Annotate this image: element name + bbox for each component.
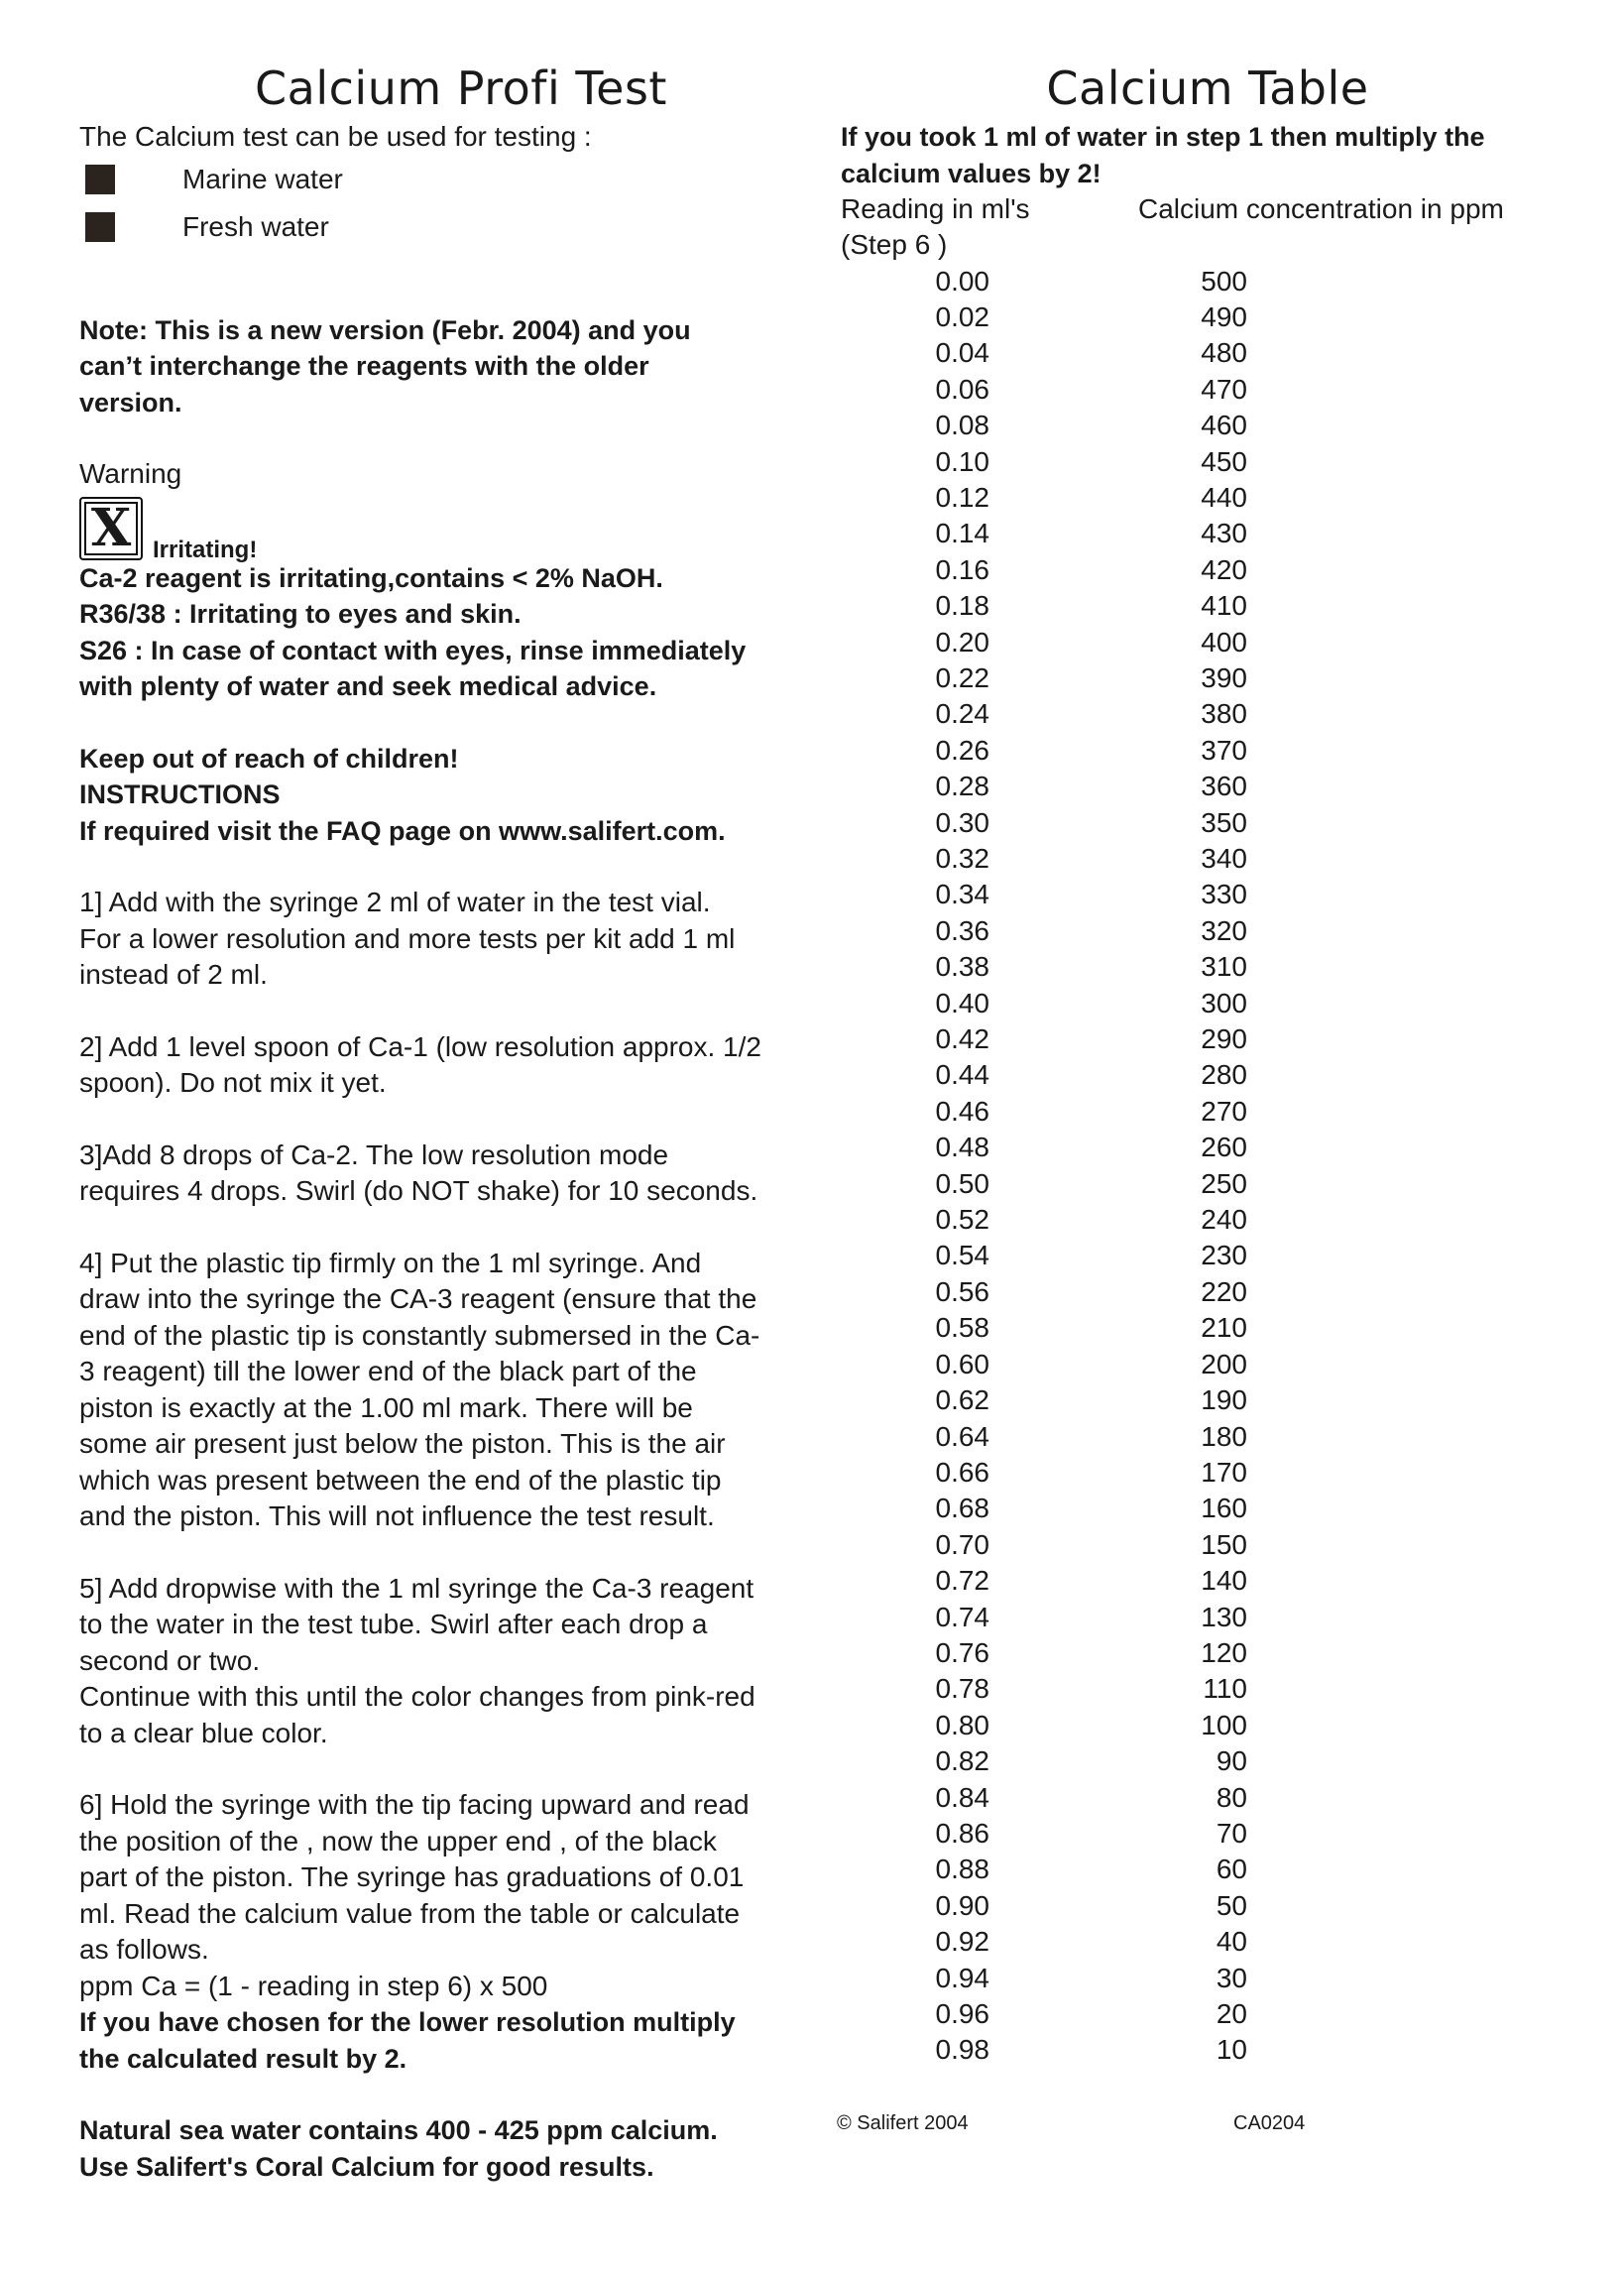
reading-cell: 0.46 [935,1095,989,1127]
reading-cell: 0.22 [935,661,989,693]
ppm-cell: 60 [1216,1854,1247,1885]
ppm-cell: 500 [1201,265,1247,297]
ppm-cell: 190 [1201,1384,1247,1416]
table-row [841,1600,1574,1635]
ppm-cell: 20 [1216,1998,1247,2029]
table-row [841,335,1574,371]
reading-cell: 0.14 [935,518,989,549]
keep-out-text: Keep out of reach of children! [79,743,459,774]
bullet-square-icon [85,212,115,242]
reading-cell: 0.70 [935,1528,989,1560]
reading-cell: 0.96 [935,1998,989,2029]
ppm-cell: 180 [1201,1420,1247,1452]
reading-cell: 0.82 [935,1745,989,1777]
reading-cell: 0.32 [935,843,989,874]
table-row [841,877,1574,912]
ppm-cell: 300 [1201,987,1247,1018]
ppm-cell: 290 [1201,1023,1247,1055]
table-row [841,588,1574,624]
ppm-cell: 450 [1201,445,1247,477]
reading-cell: 0.68 [935,1493,989,1524]
ppm-cell: 100 [1201,1709,1247,1740]
version-note: Note: This is a new version (Febr. 2004) and you can’t interchange the reagents with the older version. [79,314,691,418]
reading-cell: 0.34 [935,879,989,910]
table-row [841,1130,1574,1165]
ppm-cell: 380 [1201,698,1247,730]
usage-list [79,156,813,251]
reading-cell: 0.56 [935,1275,989,1307]
reading-cell: 0.44 [935,1059,989,1091]
reading-cell: 0.26 [935,734,989,766]
reading-cell: 0.94 [935,1962,989,1993]
table-row [841,733,1574,769]
reading-cell: 0.38 [935,951,989,983]
intro-text: The Calcium test can be used for testing : [79,121,592,152]
ppm-cell: 360 [1201,771,1247,802]
table-row [841,841,1574,877]
hazard-row [79,497,813,563]
ppm-cell: 90 [1216,1745,1247,1777]
step-6: 6] Hold the syringe with the tip facing upward and read the position of the , now the upper end , of the black part of the piston. The syringe has graduations of 0.01 ml. Read the calcium value from the table or calculate as follows. ppm Ca = (1 - reading in step 6) x 500 If you have chosen for the lower resolution multiply the calculated result by 2. [79,1787,813,2077]
table-row [841,625,1574,660]
table-row [841,1094,1574,1130]
ppm-cell: 390 [1201,661,1247,693]
ppm-cell: 80 [1216,1781,1247,1813]
step-6-subheader: (Step 6 ) [841,229,948,260]
closing-note: Natural sea water contains 400 - 425 ppm calcium. Use Salifert's Coral Calcium for good results. [79,2115,718,2182]
ppm-cell: 350 [1201,806,1247,838]
ppm-cell: 30 [1216,1962,1247,1993]
ppm-cell: 430 [1201,518,1247,549]
reading-cell: 0.06 [935,373,989,405]
instructions-heading: INSTRUCTIONS [79,779,281,809]
table-row [841,2032,1574,2068]
table-row [841,949,1574,985]
table-row [841,1419,1574,1455]
concentration-column-header: Calcium concentration in ppm [1138,193,1504,224]
table-title: Calcium Table [1046,61,1369,115]
usage-label: Marine water [182,163,343,194]
table-header [841,191,1574,227]
irritant-hazard-icon: X [79,497,143,560]
reading-cell: 0.52 [935,1204,989,1236]
table-row [841,805,1574,841]
table-row [841,769,1574,804]
ppm-cell: 340 [1201,843,1247,874]
step-1: 1] Add with the syringe 2 ml of water in the test vial. For a lower resolution and more tests per kit add 1 ml instead of 2 ml. [79,887,736,990]
ppm-cell: 40 [1216,1926,1247,1958]
table-row [841,1238,1574,1273]
reading-cell: 0.10 [935,445,989,477]
table-row [841,1382,1574,1418]
table-row [841,660,1574,696]
reading-cell: 0.36 [935,914,989,946]
reading-cell: 0.00 [935,265,989,297]
reading-column-header: Reading in ml's [841,193,1030,224]
table-row [841,1961,1574,1996]
reading-cell: 0.80 [935,1709,989,1740]
ppm-cell: 440 [1201,481,1247,513]
ppm-cell: 50 [1216,1889,1247,1921]
bullet-square-icon [85,165,115,194]
ppm-cell: 270 [1201,1095,1247,1127]
table-row [841,552,1574,588]
reading-cell: 0.54 [935,1240,989,1271]
reading-cell: 0.02 [935,300,989,332]
reading-cell: 0.92 [935,1926,989,1958]
reading-cell: 0.16 [935,553,989,585]
table-row [841,264,1574,299]
ppm-cell: 230 [1201,1240,1247,1271]
reading-cell: 0.62 [935,1384,989,1416]
usage-label: Fresh water [182,210,329,242]
usage-item [79,156,813,203]
ppm-cell: 170 [1201,1456,1247,1488]
copyright: © Salifert 2004 [837,2112,969,2134]
formula: ppm Ca = (1 - reading in step 6) x 500 [79,1970,548,2001]
ppm-cell: 120 [1201,1636,1247,1668]
ppm-cell: 370 [1201,734,1247,766]
reading-cell: 0.42 [935,1023,989,1055]
warning-text: Ca-2 reagent is irritating,contains < 2% NaOH. R36/38 : Irritating to eyes and skin. S26 : In case of contact with eyes, rinse immediately with plenty of water and seek medical advice. [79,562,747,701]
table-row [841,1455,1574,1491]
step-3: 3]Add 8 drops of Ca-2. The low resolution mode requires 4 drops. Swirl (do NOT shake) for 10 seconds. [79,1138,758,1206]
faq-text: If required visit the FAQ page on www.salifert.com. [79,815,726,846]
table-row [841,444,1574,480]
table-row [841,1166,1574,1202]
table-row [841,1924,1574,1960]
ppm-cell: 150 [1201,1528,1247,1560]
ppm-cell: 70 [1216,1817,1247,1849]
ppm-cell: 490 [1201,300,1247,332]
ppm-cell: 160 [1201,1493,1247,1524]
ppm-cell: 330 [1201,879,1247,910]
reading-cell: 0.58 [935,1312,989,1344]
table-row [841,1021,1574,1057]
reading-cell: 0.78 [935,1673,989,1705]
table-row [841,1816,1574,1852]
table-row [841,696,1574,732]
reading-cell: 0.90 [935,1889,989,1921]
table-row [841,1780,1574,1816]
ppm-cell: 220 [1201,1275,1247,1307]
table-row [841,1202,1574,1238]
reading-cell: 0.76 [935,1636,989,1668]
ppm-cell: 470 [1201,373,1247,405]
ppm-cell: 110 [1203,1673,1247,1705]
reading-cell: 0.64 [935,1420,989,1452]
reading-cell: 0.08 [935,410,989,441]
table-row [841,1057,1574,1093]
table-row [841,1274,1574,1310]
reading-cell: 0.12 [935,481,989,513]
table-row [841,1347,1574,1382]
ppm-cell: 320 [1201,914,1247,946]
instructions-column [79,61,813,2185]
ppm-cell: 10 [1216,2034,1247,2066]
table-row [841,1888,1574,1924]
document-code: CA0204 [1233,2112,1306,2134]
ppm-cell: 280 [1201,1059,1247,1091]
reading-cell: 0.20 [935,626,989,658]
ppm-cell: 480 [1201,337,1247,369]
ppm-cell: 250 [1201,1167,1247,1199]
irritating-label: Irritating! [153,536,258,563]
reading-cell: 0.04 [935,337,989,369]
table-row [841,516,1574,551]
table-row [841,1743,1574,1779]
table-row [841,1671,1574,1707]
table-row [841,1527,1574,1563]
reading-cell: 0.86 [935,1817,989,1849]
reading-cell: 0.84 [935,1781,989,1813]
ppm-cell: 410 [1201,590,1247,622]
ppm-cell: 460 [1201,410,1247,441]
reading-cell: 0.88 [935,1854,989,1885]
calcium-table [841,264,1574,2069]
usage-item [79,203,813,251]
ppm-cell: 420 [1201,553,1247,585]
ppm-cell: 200 [1201,1348,1247,1379]
warning-label: Warning [79,458,182,489]
ppm-cell: 210 [1201,1312,1247,1344]
ppm-cell: 240 [1201,1204,1247,1236]
reading-cell: 0.24 [935,698,989,730]
ppm-cell: 400 [1201,626,1247,658]
table-row [841,408,1574,443]
table-row [841,1635,1574,1671]
table-row [841,1310,1574,1346]
ppm-cell: 140 [1201,1565,1247,1597]
table-row [841,1708,1574,1743]
page-title: Calcium Profi Test [255,61,667,115]
reading-cell: 0.50 [935,1167,989,1199]
multiply-note: If you took 1 ml of water in step 1 then multiply the calcium values by 2! [841,122,1485,188]
step-2: 2] Add 1 level spoon of Ca-1 (low resolution approx. 1/2 spoon). Do not mix it yet. [79,1030,761,1098]
step-4: 4] Put the plastic tip firmly on the 1 ml syringe. And draw into the syringe the CA-3 reagent (ensure that the end of the plastic tip is constantly submersed in the Ca- 3 reagent) till the lower end of the black part of the piston is exactly at the 1.00 ml mark. There will be some air present just below the piston. This is the air which was present between the end of the plastic tip and the piston. This will not influence the test result. [79,1247,760,1531]
ppm-cell: 310 [1201,951,1247,983]
reading-cell: 0.18 [935,590,989,622]
reading-cell: 0.48 [935,1132,989,1163]
ppm-cell: 130 [1201,1601,1247,1632]
table-row [841,913,1574,949]
table-row [841,1852,1574,1887]
reading-cell: 0.74 [935,1601,989,1632]
reading-cell: 0.40 [935,987,989,1018]
reading-cell: 0.72 [935,1565,989,1597]
reading-cell: 0.30 [935,806,989,838]
table-row [841,1563,1574,1599]
ppm-cell: 260 [1201,1132,1247,1163]
table-row [841,1996,1574,2032]
reading-cell: 0.28 [935,771,989,802]
table-row [841,480,1574,516]
reading-cell: 0.66 [935,1456,989,1488]
table-row [841,299,1574,335]
table-row [841,1491,1574,1526]
reading-cell: 0.98 [935,2034,989,2066]
calcium-table-column [841,61,1574,2069]
table-row [841,372,1574,408]
reading-cell: 0.60 [935,1348,989,1379]
step-5: 5] Add dropwise with the 1 ml syringe the Ca-3 reagent to the water in the test tube. Swirl after each drop a second or two. Continue with this until the color changes from pink-red to a clear blue color. [79,1572,755,1748]
table-row [841,986,1574,1021]
